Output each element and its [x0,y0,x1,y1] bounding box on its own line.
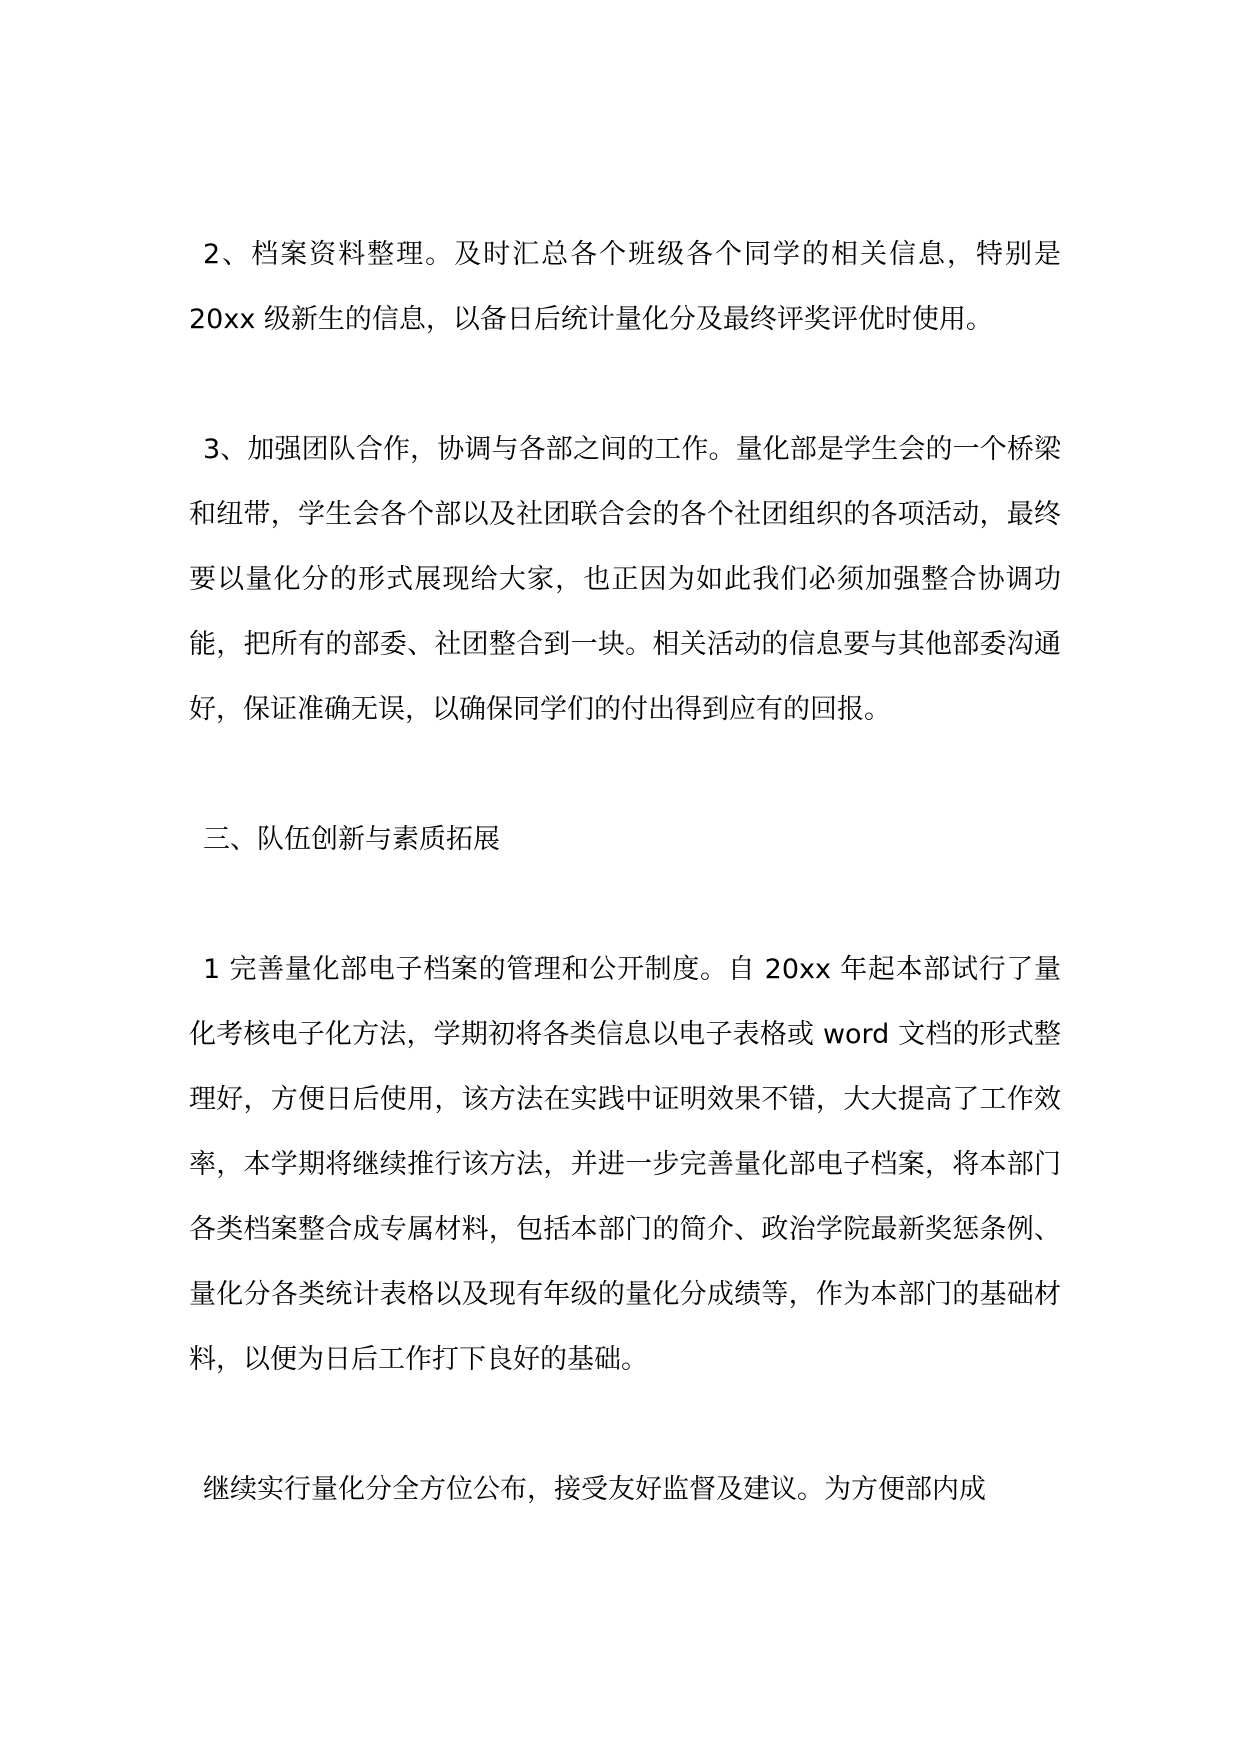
paragraph-teamwork: 3、加强团队合作，协调与各部之间的工作。量化部是学生会的一个桥梁和纽带，学生会各个部以及社团联合会的各个社团组织的各项活动，最终要以量化分的形式展现给大家，也正因为如此我们必须加强整合协调功能，把所有的部委、社团整合到一块。相关活动的信息要与其他部委沟通好，保证准确无误，以确保同学们的付出得到应有的回报。 [189,434,1061,725]
paragraph-electronic-archive: 1 完善量化部电子档案的管理和公开制度。自 20xx 年起本部试行了量化考核电子化方法，学期初将各类信息以电子表格或 word 文档的形式整理好，方便日后使用，该方法在实践中证明效果不错，大大提高了工作效率，本学期将继续推行该方法，并进一步完善量化部电子档案，将本部门各类档案整合成专属材料，包括本部门的简介、政治学院最新奖惩条例、量化分各类统计表格以及现有年级的量化分成绩等，作为本部门的基础材料，以便为日后工作打下良好的基础。 [189,954,1061,1375]
paragraph-archive-organization: 2、档案资料整理。及时汇总各个班级各个同学的相关信息，特别是20xx 级新生的信息，以备日后统计量化分及最终评奖评优时使用。 [189,239,1061,335]
paragraph-score-publication: 继续实行量化分全方位公布，接受友好监督及建议。为方便部内成 [203,1474,986,1505]
document-body [189,222,1061,1522]
section-heading-team-innovation: 三、队伍创新与素质拓展 [203,824,500,855]
